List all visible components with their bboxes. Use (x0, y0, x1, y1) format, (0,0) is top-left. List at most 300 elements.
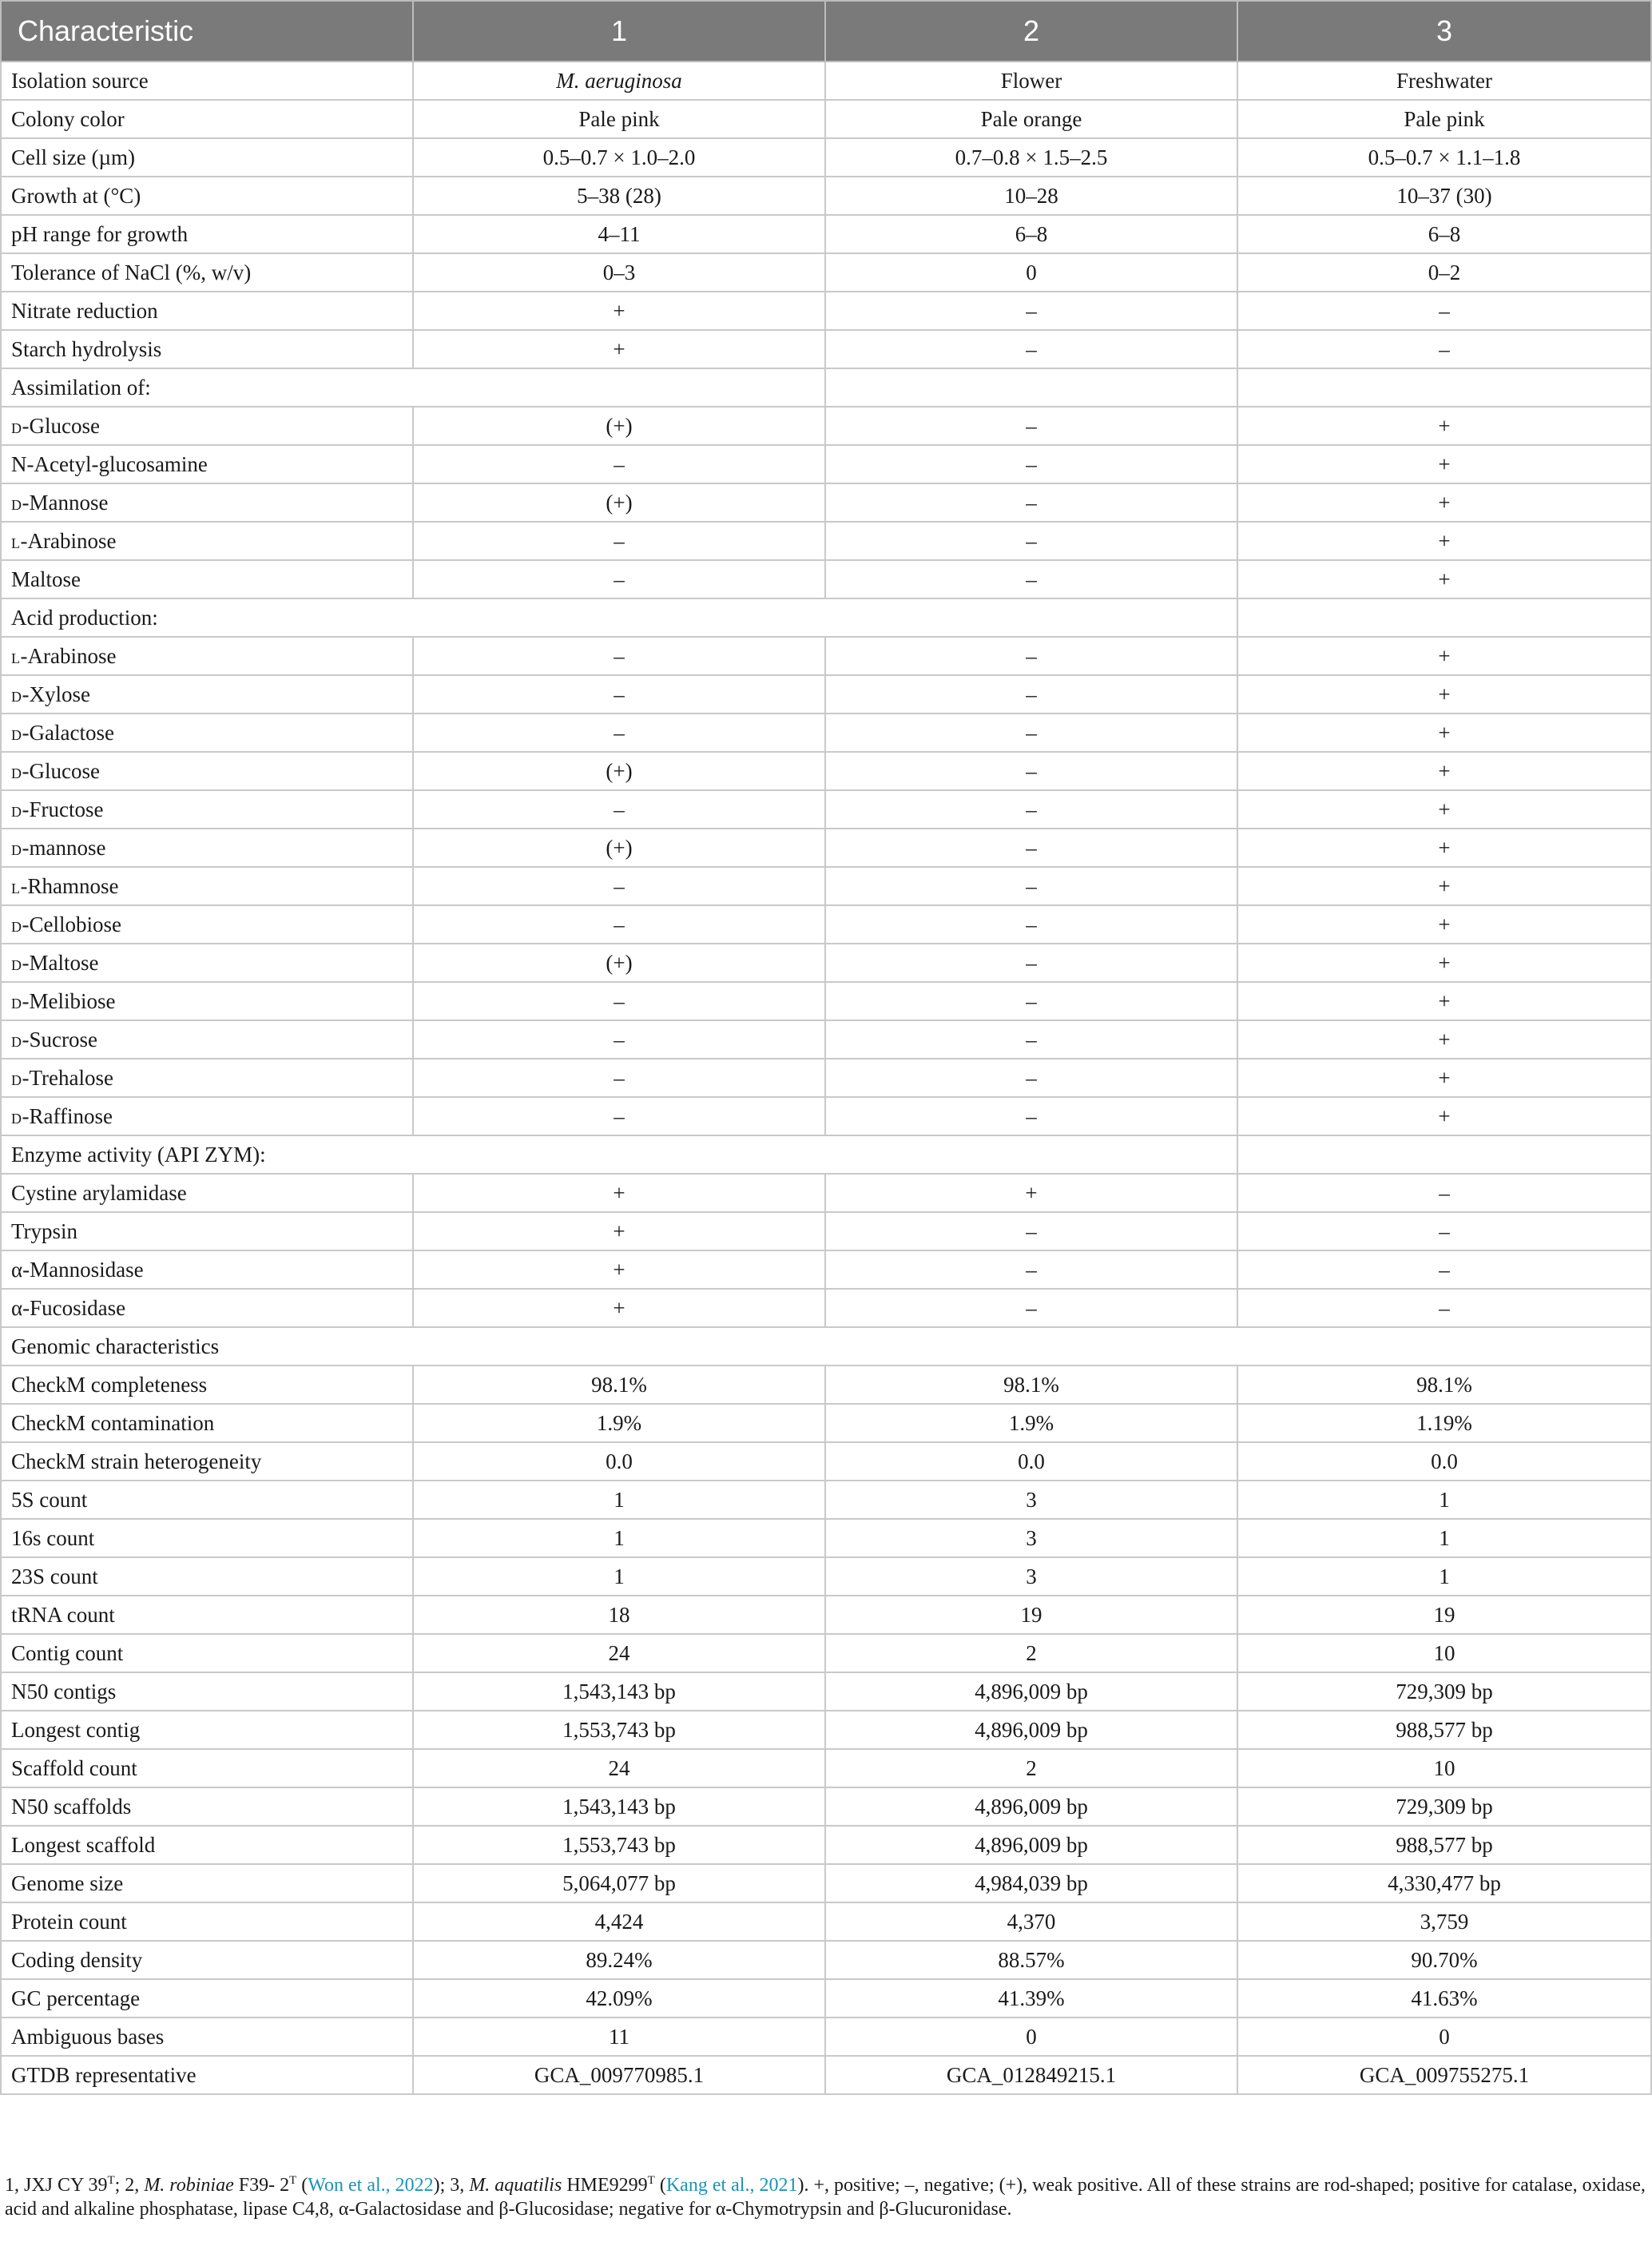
value-cell-strain-1: (+) (413, 407, 825, 445)
row-label (1, 1979, 413, 2017)
value-cell-strain-1: 24 (413, 1749, 825, 1787)
table-row (1, 637, 1651, 675)
table-row (1, 100, 1651, 138)
row-label-text: N-Acetyl-glucosamine (11, 451, 208, 476)
footnote-text: F39- 2 (233, 2175, 290, 2196)
row-label (1, 829, 413, 867)
value-cell-strain-1: M. aeruginosa (413, 62, 825, 100)
row-label-text: α-Mannosidase (11, 1257, 144, 1282)
value-cell-strain-1: + (413, 1250, 825, 1289)
value-cell-strain-3: 19 (1237, 1596, 1651, 1634)
table-row (1, 1634, 1651, 1672)
value-cell-strain-3: 988,577 bp (1237, 1826, 1651, 1864)
row-label-text: pH range for growth (11, 221, 189, 246)
configuration-prefix: D (11, 496, 22, 513)
table-row (1, 905, 1651, 944)
row-label (1, 944, 413, 982)
empty-cell (1237, 598, 1651, 637)
row-label-text: N50 contigs (11, 1679, 117, 1703)
value-cell-strain-1: 4–11 (413, 215, 825, 253)
value-cell-strain-1: 98.1% (413, 1366, 825, 1404)
value-cell-strain-2: 4,896,009 bp (825, 1672, 1237, 1711)
table-row (1, 1212, 1651, 1250)
table-row (1, 1826, 1651, 1864)
row-label (1, 982, 413, 1020)
configuration-prefix: L (11, 650, 21, 666)
value-cell-strain-3: 10 (1237, 1634, 1651, 1672)
configuration-prefix: L (11, 535, 21, 551)
value-cell-strain-1: Pale pink (413, 100, 825, 138)
table-row (1, 944, 1651, 982)
row-label (1, 1864, 413, 1902)
row-label (1, 714, 413, 752)
value-cell-strain-1: 0.0 (413, 1442, 825, 1481)
section-row (1, 1327, 1651, 1366)
table-row (1, 560, 1651, 598)
value-cell-strain-1: 18 (413, 1596, 825, 1634)
value-cell-strain-2: 98.1% (825, 1366, 1237, 1404)
value-cell-strain-2: – (825, 752, 1237, 790)
value-cell-strain-1: 1,543,143 bp (413, 1787, 825, 1826)
row-label-text: Cystine arylamidase (11, 1180, 187, 1205)
value-cell-strain-3: – (1237, 330, 1651, 368)
value-cell-strain-3: – (1237, 1289, 1651, 1327)
row-label-text: -Fructose (22, 797, 104, 821)
table-row (1, 752, 1651, 790)
section-row (1, 598, 1651, 637)
value-cell-strain-2: – (825, 522, 1237, 560)
value-cell-strain-1: (+) (413, 829, 825, 867)
citation-link-kang[interactable]: Kang et al., 2021 (665, 2175, 798, 2196)
row-label-text: Protein count (11, 1909, 127, 1934)
header-strain-3: 3 (1237, 1, 1651, 62)
configuration-prefix: D (11, 918, 22, 935)
row-label-text: CheckM strain heterogeneity (11, 1449, 262, 1473)
section-label (1, 598, 1237, 637)
value-cell-strain-1: 1,553,743 bp (413, 1711, 825, 1749)
section-row (1, 1135, 1651, 1174)
value-cell-strain-3: 1.19% (1237, 1404, 1651, 1442)
table-row (1, 483, 1651, 522)
row-label (1, 1174, 413, 1212)
value-cell-strain-2: 3 (825, 1481, 1237, 1519)
row-label (1, 1519, 413, 1557)
table-row (1, 62, 1651, 100)
value-cell-strain-2: – (825, 905, 1237, 944)
configuration-prefix: D (11, 419, 22, 436)
row-label-text: Ambiguous bases (11, 2024, 165, 2049)
row-label (1, 215, 413, 253)
value-cell-strain-2: 3 (825, 1557, 1237, 1596)
value-cell-strain-2: 4,896,009 bp (825, 1826, 1237, 1864)
value-cell-strain-3: + (1237, 1097, 1651, 1135)
footnote-species: M. aquatilis (469, 2175, 562, 2196)
table-row (1, 215, 1651, 253)
value-cell-strain-3: 41.63% (1237, 1979, 1651, 2017)
value-cell-strain-2: 3 (825, 1519, 1237, 1557)
value-cell-strain-1: – (413, 905, 825, 944)
row-label-text: Assimilation of: (11, 375, 151, 400)
value-cell-strain-1: – (413, 675, 825, 714)
configuration-prefix: D (11, 841, 22, 858)
table-row (1, 714, 1651, 752)
row-label (1, 1941, 413, 1979)
table-row (1, 982, 1651, 1020)
table-row (1, 1902, 1651, 1941)
table-row (1, 1787, 1651, 1826)
value-cell-strain-3: 0.0 (1237, 1442, 1651, 1481)
value-cell-strain-1: 1 (413, 1519, 825, 1557)
row-label-text: CheckM completeness (11, 1372, 208, 1397)
row-label (1, 1711, 413, 1749)
configuration-prefix: D (11, 1033, 22, 1050)
value-cell-strain-1: – (413, 522, 825, 560)
value-cell-strain-3: + (1237, 752, 1651, 790)
table-row (1, 867, 1651, 905)
value-cell-strain-1: 24 (413, 1634, 825, 1672)
table-row (1, 1404, 1651, 1442)
value-cell-strain-2: – (825, 330, 1237, 368)
value-cell-strain-2: Flower (825, 62, 1237, 100)
value-cell-strain-1: + (413, 292, 825, 330)
value-cell-strain-1: 89.24% (413, 1941, 825, 1979)
row-label (1, 483, 413, 522)
table-row (1, 177, 1651, 215)
table-row (1, 1442, 1651, 1481)
value-cell-strain-1: – (413, 982, 825, 1020)
value-cell-strain-2: 0.7–0.8 × 1.5–2.5 (825, 138, 1237, 177)
table-row (1, 1250, 1651, 1289)
table-row (1, 522, 1651, 560)
value-cell-strain-3: + (1237, 560, 1651, 598)
value-cell-strain-2: – (825, 637, 1237, 675)
value-cell-strain-2: – (825, 445, 1237, 483)
row-label (1, 1059, 413, 1097)
value-cell-strain-2: 4,896,009 bp (825, 1711, 1237, 1749)
value-cell-strain-1: – (413, 1020, 825, 1059)
configuration-prefix: D (11, 688, 22, 705)
value-cell-strain-3: + (1237, 867, 1651, 905)
value-cell-strain-3: + (1237, 522, 1651, 560)
table-row (1, 1557, 1651, 1596)
value-cell-strain-3: + (1237, 982, 1651, 1020)
value-cell-strain-3: 3,759 (1237, 1902, 1651, 1941)
configuration-prefix: D (11, 1071, 22, 1088)
value-cell-strain-3: + (1237, 445, 1651, 483)
value-cell-strain-1: 4,424 (413, 1902, 825, 1941)
empty-cell (1237, 368, 1651, 407)
value-cell-strain-3: + (1237, 714, 1651, 752)
row-label (1, 522, 413, 560)
value-cell-strain-1: 0–3 (413, 253, 825, 292)
value-cell-strain-1: 42.09% (413, 1979, 825, 2017)
row-label-text: Nitrate reduction (11, 298, 158, 323)
row-label-text: Acid production: (11, 605, 158, 630)
value-cell-strain-1: 11 (413, 2017, 825, 2056)
row-label-text: Longest contig (11, 1717, 141, 1742)
value-cell-strain-3: 1 (1237, 1519, 1651, 1557)
value-cell-strain-1: (+) (413, 944, 825, 982)
value-cell-strain-2: – (825, 714, 1237, 752)
value-cell-strain-2: 4,370 (825, 1902, 1237, 1941)
value-cell-strain-2: – (825, 790, 1237, 829)
value-cell-strain-3: + (1237, 637, 1651, 675)
row-label (1, 1212, 413, 1250)
table-row (1, 675, 1651, 714)
value-cell-strain-2: 2 (825, 1634, 1237, 1672)
value-cell-strain-2: – (825, 1212, 1237, 1250)
value-cell-strain-3: – (1237, 1174, 1651, 1212)
value-cell-strain-3: 4,330,477 bp (1237, 1864, 1651, 1902)
citation-link-won[interactable]: Won et al., 2022 (308, 2175, 434, 2196)
value-cell-strain-2: 0.0 (825, 1442, 1237, 1481)
table-row (1, 330, 1651, 368)
table-row (1, 253, 1651, 292)
footnote-sup: T (647, 2174, 655, 2187)
row-label-text: -Arabinose (20, 528, 117, 553)
row-label-text: Maltose (11, 566, 81, 591)
value-cell-strain-2: – (825, 483, 1237, 522)
value-cell-strain-2: GCA_012849215.1 (825, 2056, 1237, 2094)
value-cell-strain-1: + (413, 1212, 825, 1250)
row-label (1, 253, 413, 292)
value-cell-strain-1: 5–38 (28) (413, 177, 825, 215)
row-label-text: Scaffold count (11, 1755, 137, 1780)
value-cell-strain-2: – (825, 829, 1237, 867)
table-row (1, 1097, 1651, 1135)
value-cell-strain-2: 19 (825, 1596, 1237, 1634)
row-label (1, 1902, 413, 1941)
value-cell-strain-2: – (825, 292, 1237, 330)
value-cell-strain-2: 0 (825, 2017, 1237, 2056)
row-label (1, 1557, 413, 1596)
row-label-text: Coding density (11, 1947, 143, 1972)
value-cell-strain-3: – (1237, 1212, 1651, 1250)
value-cell-strain-3: 1 (1237, 1557, 1651, 1596)
table-row (1, 445, 1651, 483)
row-label (1, 1787, 413, 1826)
value-cell-strain-3: + (1237, 905, 1651, 944)
row-label (1, 752, 413, 790)
row-label-text: Longest scaffold (11, 1832, 156, 1857)
row-label-text: -Galactose (22, 720, 114, 745)
value-cell-strain-1: 1 (413, 1481, 825, 1519)
value-cell-strain-1: GCA_009770985.1 (413, 2056, 825, 2094)
row-label-text: Enzyme activity (API ZYM): (11, 1142, 266, 1167)
row-label (1, 1442, 413, 1481)
row-label (1, 138, 413, 177)
table-row (1, 1519, 1651, 1557)
table-row (1, 1711, 1651, 1749)
value-cell-strain-1: – (413, 867, 825, 905)
row-label-text: Contig count (11, 1640, 124, 1665)
value-cell-strain-1: 1,553,743 bp (413, 1826, 825, 1864)
row-label (1, 1404, 413, 1442)
value-cell-strain-1: – (413, 714, 825, 752)
value-cell-strain-3: 90.70% (1237, 1941, 1651, 1979)
row-label-text: Cell size (µm) (11, 145, 136, 169)
value-cell-strain-2: – (825, 1059, 1237, 1097)
row-label (1, 407, 413, 445)
table-footnote (5, 2173, 1647, 2221)
footnote-text: ( (296, 2175, 308, 2196)
value-cell-strain-1: (+) (413, 483, 825, 522)
value-cell-strain-2: 1.9% (825, 1404, 1237, 1442)
table-row (1, 1174, 1651, 1212)
value-cell-strain-3: + (1237, 829, 1651, 867)
section-row (1, 368, 1651, 407)
value-cell-strain-3: 729,309 bp (1237, 1787, 1651, 1826)
value-cell-strain-2: – (825, 1097, 1237, 1135)
table-row (1, 829, 1651, 867)
row-label-text: GC percentage (11, 1986, 141, 2010)
value-cell-strain-2: – (825, 867, 1237, 905)
value-cell-strain-3: – (1237, 292, 1651, 330)
row-label (1, 1020, 413, 1059)
table-row (1, 1481, 1651, 1519)
table-row (1, 1749, 1651, 1787)
section-label (1, 368, 825, 407)
row-label-text: -Arabinose (20, 643, 117, 668)
value-cell-strain-2: – (825, 982, 1237, 1020)
row-label-text: -Cellobiose (22, 912, 121, 936)
row-label (1, 1826, 413, 1864)
row-label-text: Genome size (11, 1870, 124, 1895)
configuration-prefix: D (11, 995, 22, 1012)
footnote-text: 1, JXJ CY 39 (5, 2175, 108, 2196)
footnote-text: ( (654, 2175, 666, 2196)
row-label-text: -mannose (22, 835, 106, 860)
row-label-text: GTDB representative (11, 2062, 197, 2087)
row-label-text: 16s count (11, 1525, 95, 1550)
value-cell-strain-2: 2 (825, 1749, 1237, 1787)
row-label-text: 5S count (11, 1487, 88, 1512)
header-strain-2: 2 (825, 1, 1237, 62)
value-cell-strain-2: + (825, 1174, 1237, 1212)
row-label-text: Colony color (11, 106, 125, 131)
value-cell-strain-3: 98.1% (1237, 1366, 1651, 1404)
value-cell-strain-1: + (413, 1289, 825, 1327)
row-label (1, 1672, 413, 1711)
value-cell-strain-1: – (413, 790, 825, 829)
row-label-text: Starch hydrolysis (11, 336, 162, 361)
table-row (1, 790, 1651, 829)
value-cell-strain-3: + (1237, 675, 1651, 714)
row-label-text: -Trehalose (22, 1065, 113, 1090)
configuration-prefix: D (11, 726, 22, 743)
table-row (1, 1289, 1651, 1327)
footnote-species: M. robiniae (144, 2175, 234, 2196)
header-strain-1: 1 (413, 1, 825, 62)
configuration-prefix: D (11, 765, 22, 781)
row-label-text: -Mannose (22, 490, 109, 515)
value-cell-strain-3: + (1237, 1020, 1651, 1059)
row-label (1, 330, 413, 368)
value-cell-strain-3: 1 (1237, 1481, 1651, 1519)
row-label-text: -Glucose (22, 758, 100, 783)
row-label (1, 1596, 413, 1634)
value-cell-strain-1: – (413, 1097, 825, 1135)
row-label (1, 790, 413, 829)
value-cell-strain-3: 0 (1237, 2017, 1651, 2056)
row-label-text: -Raffinose (22, 1103, 113, 1128)
table-row (1, 138, 1651, 177)
header-characteristic: Characteristic (1, 1, 413, 62)
value-cell-strain-2: Pale orange (825, 100, 1237, 138)
empty-cell (1237, 1135, 1651, 1174)
footnote-text: ; 2, (114, 2175, 145, 2196)
value-cell-strain-2: – (825, 560, 1237, 598)
value-cell-strain-2: 41.39% (825, 1979, 1237, 2017)
configuration-prefix: D (11, 803, 22, 820)
value-cell-strain-3: + (1237, 944, 1651, 982)
value-cell-strain-3: 0–2 (1237, 253, 1651, 292)
row-label-text: -Maltose (22, 950, 99, 975)
row-label-text: -Glucose (22, 413, 100, 438)
table-row (1, 1596, 1651, 1634)
value-cell-strain-2: – (825, 1250, 1237, 1289)
row-label (1, 1366, 413, 1404)
configuration-prefix: D (11, 956, 22, 973)
row-label (1, 445, 413, 483)
value-cell-strain-3: 10–37 (30) (1237, 177, 1651, 215)
value-cell-strain-2: – (825, 675, 1237, 714)
value-cell-strain-3: + (1237, 483, 1651, 522)
table-row (1, 407, 1651, 445)
value-cell-strain-3: 729,309 bp (1237, 1672, 1651, 1711)
value-cell-strain-2: 4,984,039 bp (825, 1864, 1237, 1902)
table-row (1, 1864, 1651, 1902)
row-label (1, 2017, 413, 2056)
row-label (1, 1481, 413, 1519)
row-label (1, 1097, 413, 1135)
table-row (1, 292, 1651, 330)
row-label (1, 675, 413, 714)
value-cell-strain-3: 0.5–0.7 × 1.1–1.8 (1237, 138, 1651, 177)
row-label-text: N50 scaffolds (11, 1794, 132, 1819)
row-label (1, 1289, 413, 1327)
row-label-text: Trypsin (11, 1218, 78, 1243)
value-cell-strain-3: GCA_009755275.1 (1237, 2056, 1651, 2094)
section-label (1, 1327, 1651, 1366)
row-label-text: Growth at (°C) (11, 183, 141, 208)
value-cell-strain-3: Freshwater (1237, 62, 1651, 100)
value-cell-strain-2: – (825, 944, 1237, 982)
value-cell-strain-3: + (1237, 790, 1651, 829)
value-cell-strain-2: 88.57% (825, 1941, 1237, 1979)
row-label-text: -Melibiose (22, 988, 116, 1013)
row-label (1, 1749, 413, 1787)
value-cell-strain-3: Pale pink (1237, 100, 1651, 138)
row-label-text: -Sucrose (22, 1027, 97, 1051)
row-label-text: 23S count (11, 1564, 98, 1588)
row-label-text: CheckM contamination (11, 1410, 215, 1435)
value-cell-strain-3: + (1237, 1059, 1651, 1097)
row-label-text: Isolation source (11, 68, 149, 93)
footnote-text: ); 3, (433, 2175, 470, 2196)
value-cell-strain-1: 1.9% (413, 1404, 825, 1442)
footnote-sup: T (289, 2174, 297, 2187)
configuration-prefix: D (11, 1110, 22, 1127)
empty-cell (825, 368, 1237, 407)
table-row (1, 2017, 1651, 2056)
table-body (1, 62, 1651, 2094)
row-label (1, 62, 413, 100)
row-label (1, 2056, 413, 2094)
row-label-text: tRNA count (11, 1602, 115, 1627)
header-row (1, 1, 1651, 62)
value-cell-strain-1: 0.5–0.7 × 1.0–2.0 (413, 138, 825, 177)
